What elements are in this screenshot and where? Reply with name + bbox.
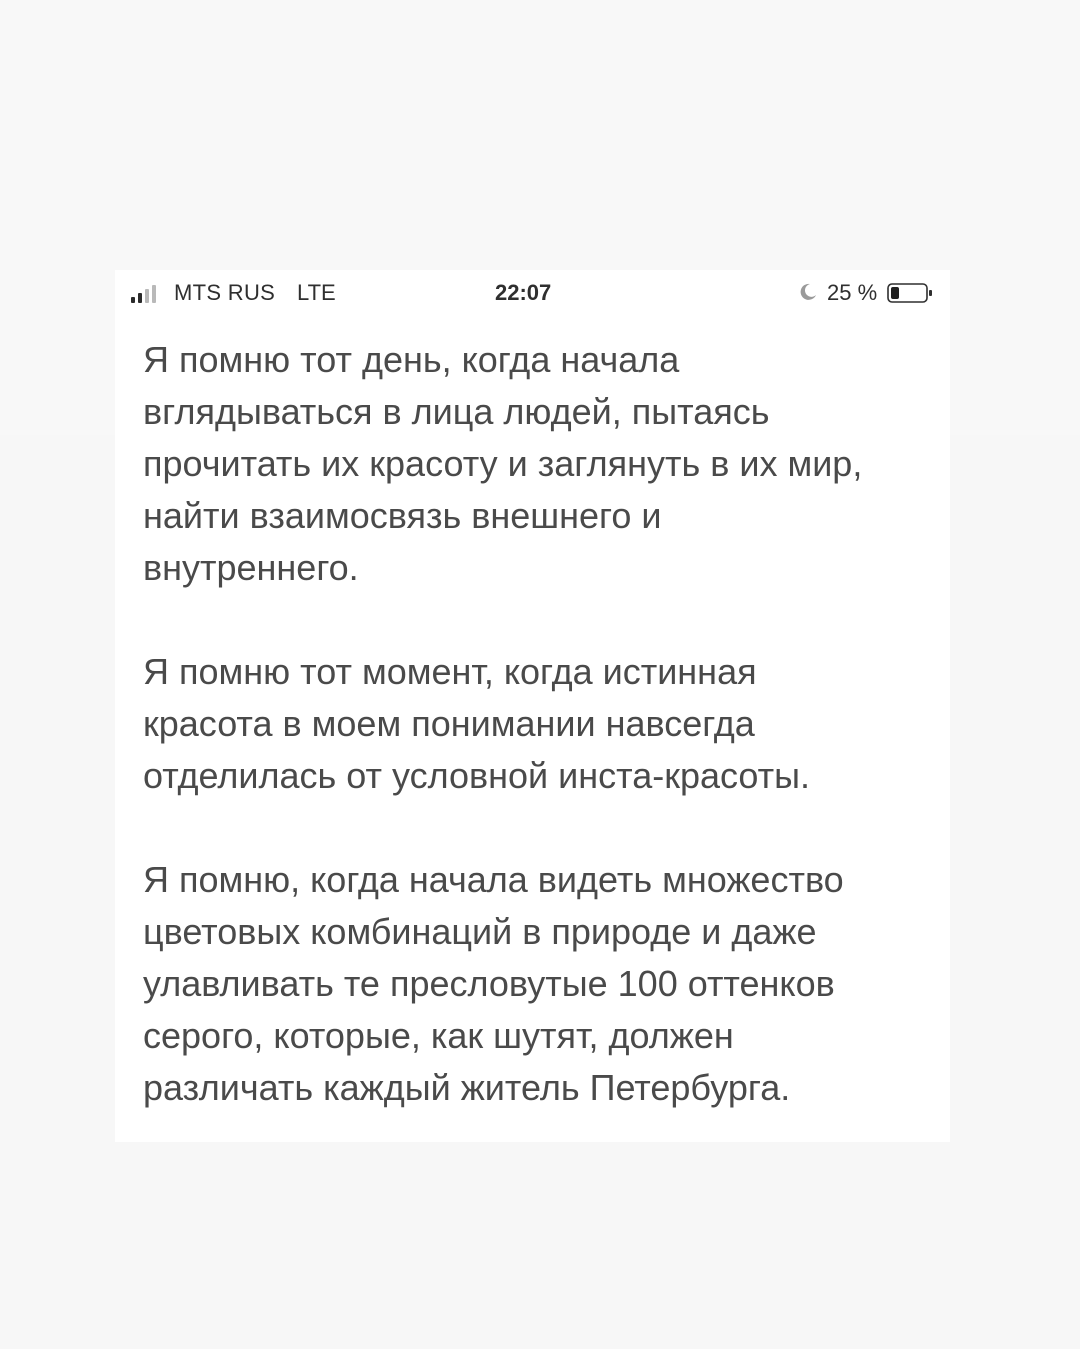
status-time: 22:07: [495, 280, 552, 305]
network-type: LTE: [297, 280, 336, 305]
carrier-label: MTS RUS: [174, 280, 276, 305]
paragraph-first: Я помню тот день, когда начала вглядываться в лица людей, пытаясь прочитать их красоту и заглянуть в их мир, найти взаимосвязь внешнего и внутреннего.: [143, 339, 863, 588]
battery-percentage: 25 %: [827, 280, 878, 305]
paragraph-second: Я помню тот момент, когда истинная красота в моем понимании навсегда отделилась от условной инста-красоты.: [143, 651, 811, 796]
moon-icon: [798, 282, 818, 302]
paragraph-third: Я помню, когда начала видеть множество цветовых комбинаций в природе и даже улавливать те пресловутые 100 оттенков серого, которые, как шутят, должен различать каждый житель Петербурга.: [143, 859, 844, 1108]
status-bar: [115, 270, 950, 314]
note-text: [143, 334, 933, 1114]
battery-icon: [887, 282, 933, 304]
signal-icon: [131, 283, 165, 303]
phone-screenshot: [115, 270, 950, 1142]
